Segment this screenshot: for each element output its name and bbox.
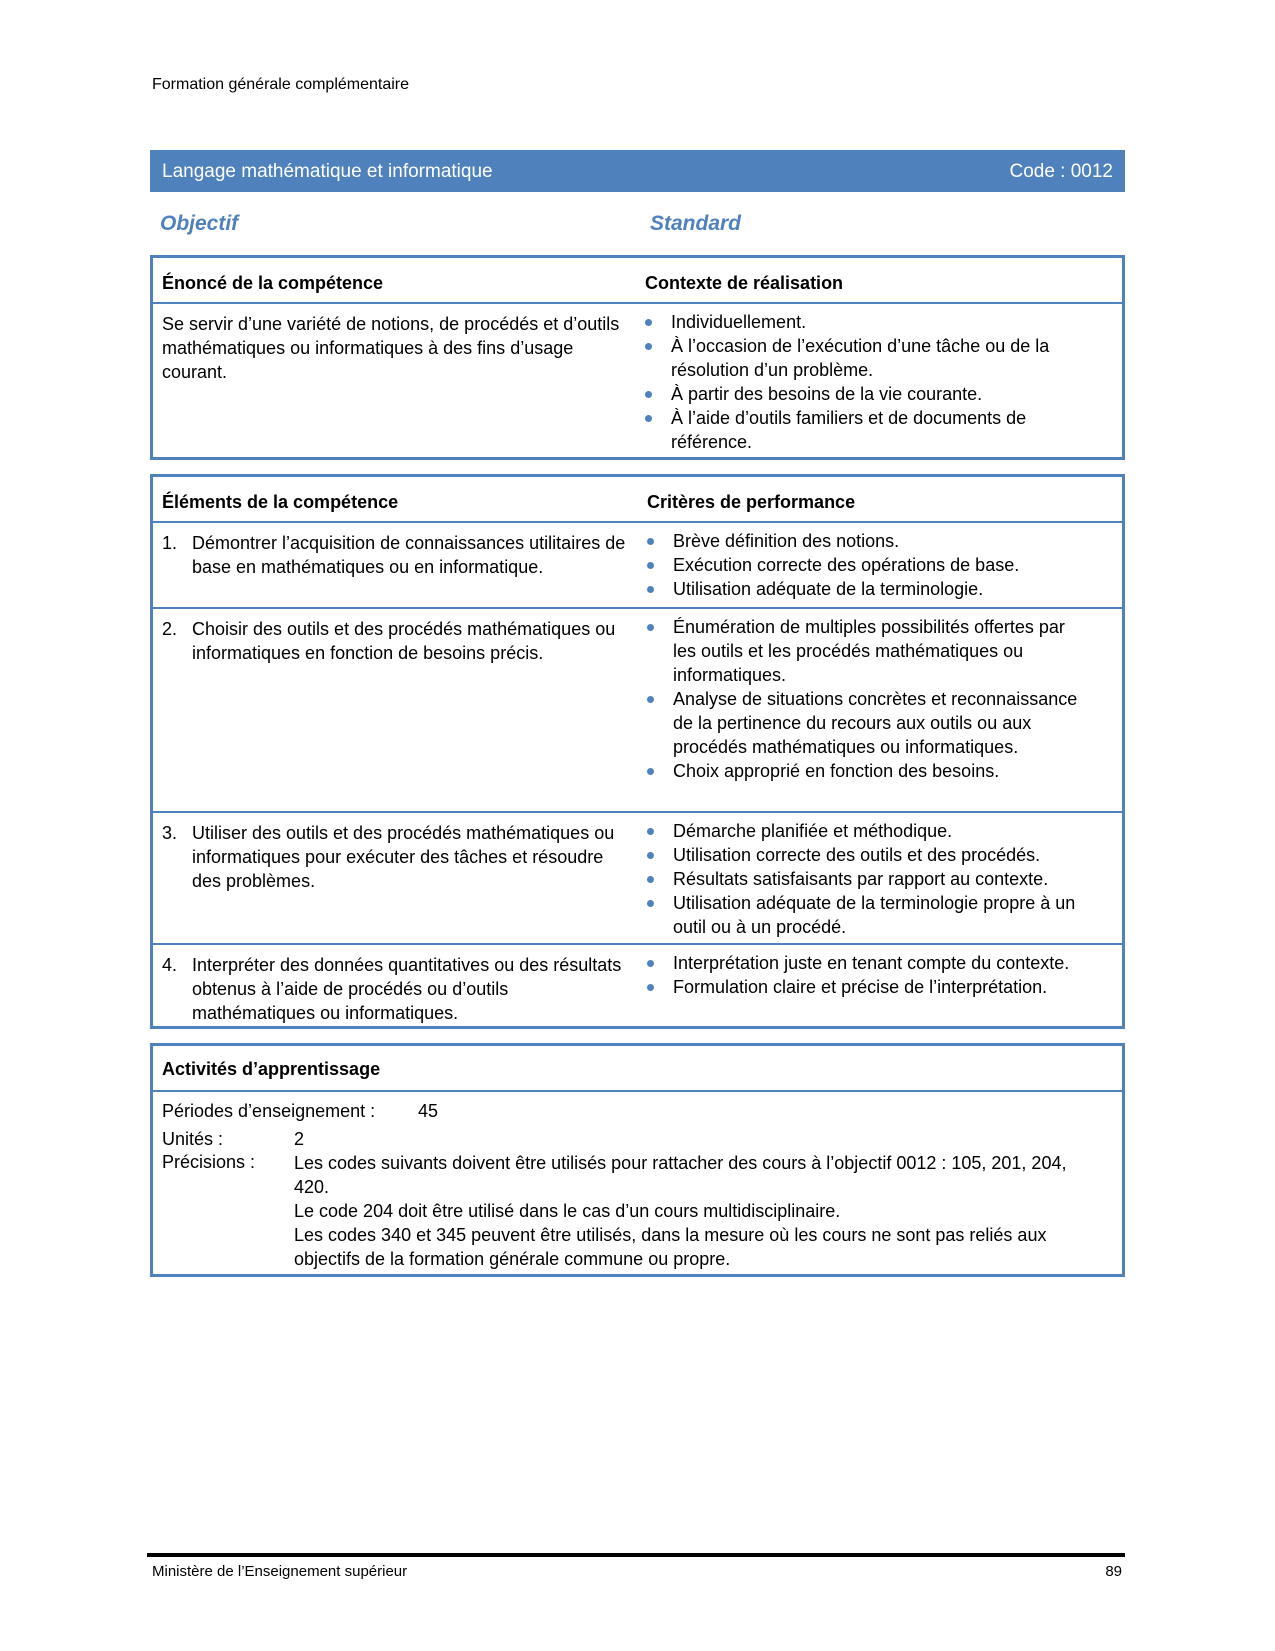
criteria-item: Exécution correcte des opérations de base. <box>645 553 1100 577</box>
activities-title: Activités d’apprentissage <box>162 1059 381 1079</box>
elements-header: Éléments de la compétence <box>162 492 399 512</box>
criteria-list <box>645 529 1100 601</box>
precision-item: Le code 204 doit être utilisé dans le cas d’un cours multidisciplinaire. <box>294 1201 841 1221</box>
competence-body-row <box>153 302 1122 459</box>
bullet-icon <box>647 900 654 907</box>
element-row <box>153 943 1122 1030</box>
context-item: À l’aide d’outils familiers et de documents de référence. <box>643 406 1098 454</box>
bullet-icon <box>647 624 654 631</box>
units-label: Unités : <box>162 1129 224 1149</box>
criteria-item: Brève définition des notions. <box>645 529 1100 553</box>
objective-heading: Objectif <box>160 212 239 235</box>
page-number: 89 <box>1105 1563 1122 1580</box>
context-header: Contexte de réalisation <box>645 273 844 293</box>
criteria-item: Utilisation adéquate de la terminologie propre à un outil ou à un procédé. <box>645 891 1100 939</box>
program-header: Formation générale complémentaire <box>152 76 410 93</box>
criteria-item: Analyse de situations concrètes et reconnaissance de la pertinence du recours aux outils ou aux procédés mathématiques ou informatiques. <box>645 687 1090 759</box>
units-value: 2 <box>294 1129 305 1149</box>
precision-item: Les codes suivants doivent être utilisés pour rattacher des cours à l’objectif 0012 : 105, 201, 204, 420. <box>294 1153 1067 1197</box>
competence-table <box>150 255 1125 460</box>
bullet-icon <box>645 415 652 422</box>
elements-table <box>150 474 1125 1029</box>
standard-heading: Standard <box>650 212 742 235</box>
periods-label: Périodes d’enseignement : <box>162 1101 376 1121</box>
bullet-icon <box>647 960 654 967</box>
element-text: 1. Démontrer l’acquisition de connaissances utilitaires de base en mathématiques ou en informatique. <box>162 533 626 577</box>
criteria-item: Utilisation adéquate de la terminologie. <box>645 577 1100 601</box>
competence-statement: Se servir d’une variété de notions, de procédés et d’outils mathématiques ou informatiques à des fins d’usage courant. <box>162 314 620 382</box>
element-row <box>153 811 1122 943</box>
criteria-item: Énumération de multiples possibilités offertes par les outils et les procédés mathématiques ou informatiques. <box>645 615 1090 687</box>
bullet-icon <box>647 828 654 835</box>
periods-value: 45 <box>418 1101 439 1121</box>
criteria-item: Interprétation juste en tenant compte du contexte. <box>645 951 1100 975</box>
criteria-list <box>645 951 1100 999</box>
course-title: Langage mathématique et informatique <box>162 161 493 182</box>
element-text: 2. Choisir des outils et des procédés mathématiques ou informatiques en fonction de besoins précis. <box>162 619 616 663</box>
bullet-icon <box>647 852 654 859</box>
bullet-icon <box>645 391 652 398</box>
title-bar <box>150 150 1125 192</box>
elements-header-row <box>153 477 1122 521</box>
criteria-item: Démarche planifiée et méthodique. <box>645 819 1100 843</box>
bullet-icon <box>645 319 652 326</box>
precision-item: Les codes 340 et 345 peuvent être utilisés, dans la mesure où les cours ne sont pas reliés aux objectifs de la formation générale commune ou propre. <box>294 1225 1047 1269</box>
criteria-list <box>645 819 1100 939</box>
criteria-item: Utilisation correcte des outils et des procédés. <box>645 843 1100 867</box>
bullet-icon <box>647 538 654 545</box>
context-item: À partir des besoins de la vie courante. <box>643 382 1098 406</box>
criteria-list <box>645 615 1090 783</box>
footer-ministry: Ministère de l’Enseignement supérieur <box>152 1563 408 1580</box>
activities-box <box>150 1043 1125 1277</box>
competence-header-row <box>153 258 1122 302</box>
divider <box>153 1090 1122 1092</box>
precisions-text <box>294 1151 1094 1271</box>
element-row <box>153 521 1122 607</box>
bullet-icon <box>647 586 654 593</box>
context-item: À l’occasion de l’exécution d’une tâche ou de la résolution d’un problème. <box>643 334 1098 382</box>
criteria-item: Formulation claire et précise de l’interprétation. <box>645 975 1100 999</box>
bullet-icon <box>647 876 654 883</box>
footer-rule <box>147 1553 1125 1557</box>
criteria-header: Critères de performance <box>647 492 856 512</box>
bullet-icon <box>647 984 654 991</box>
bullet-icon <box>647 562 654 569</box>
context-list <box>643 310 1098 454</box>
criteria-item: Résultats satisfaisants par rapport au contexte. <box>645 867 1100 891</box>
context-item: Individuellement. <box>643 310 1098 334</box>
element-row <box>153 607 1122 811</box>
bullet-icon <box>647 768 654 775</box>
precisions-label: Précisions : <box>162 1152 256 1172</box>
element-text: 3. Utiliser des outils et des procédés mathématiques ou informatiques pour exécuter des tâches et résoudre des problèmes. <box>162 823 615 891</box>
course-code: Code : 0012 <box>1009 161 1113 182</box>
bullet-icon <box>647 696 654 703</box>
element-text: 4. Interpréter des données quantitatives ou des résultats obtenus à l’aide de procédés ou d’outils mathématiques ou informatiques. <box>162 955 622 1023</box>
criteria-item: Choix approprié en fonction des besoins. <box>645 759 1090 783</box>
bullet-icon <box>645 343 652 350</box>
statement-header: Énoncé de la compétence <box>162 273 384 293</box>
